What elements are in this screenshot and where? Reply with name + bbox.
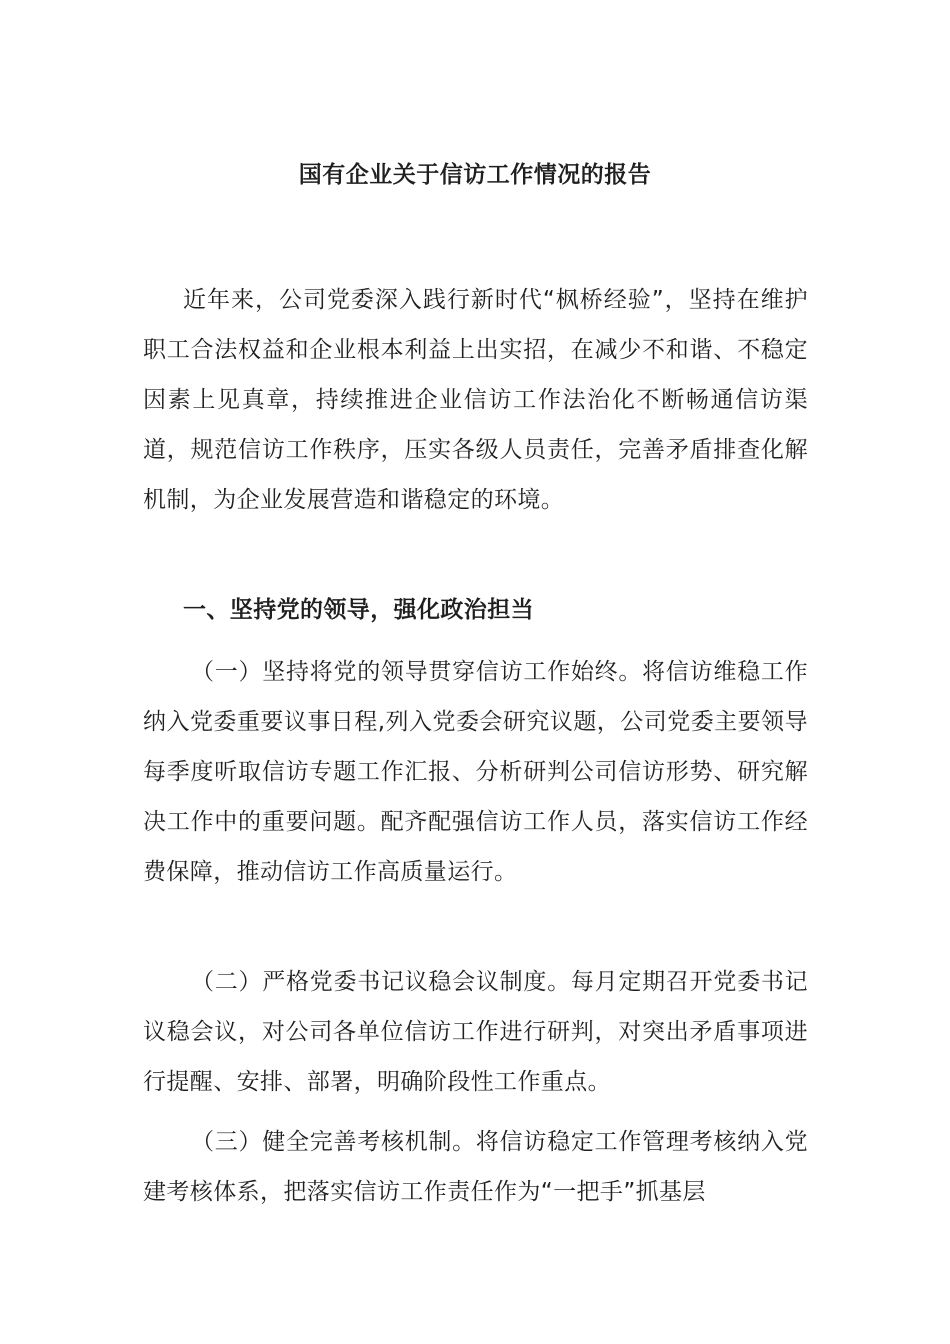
subsection-paragraph-1: （一）坚持将党的领导贯穿信访工作始终。将信访维稳工作纳入党委重要议事日程,列入党委会研究议题，公司党委主要领导每季度听取信访专题工作汇报、分析研判公司信访形势、研究解决工作中的重要问题。配齐配强信访工作人员，落实信访工作经费保障，推动信访工作高质量运行。 — [143, 659, 808, 885]
section-heading: 一、坚持党的领导，强化政治担当 — [183, 597, 534, 623]
subsection-paragraph-2: （二）严格党委书记议稳会议制度。每月定期召开党委书记议稳会议，对公司各单位信访工作进行研判，对突出矛盾事项进行提醒、安排、部署，明确阶段性工作重点。 — [143, 969, 808, 1095]
document-title: 国有企业关于信访工作情况的报告 — [298, 162, 652, 188]
intro-paragraph: 近年来，公司党委深入践行新时代“枫桥经验”，坚持在维护职工合法权益和企业根本利益上出实招，在减少不和谐、不稳定因素上见真章，持续推进企业信访工作法治化不断畅通信访渠道，规范信访工作秩序，压实各级人员责任，完善矛盾排查化解机制，为企业发展营造和谐稳定的环境。 — [143, 287, 808, 513]
subsection-paragraph-3: （三）健全完善考核机制。将信访稳定工作管理考核纳入党建考核体系，把落实信访工作责任作为“一把手”抓基层 — [143, 1129, 808, 1205]
